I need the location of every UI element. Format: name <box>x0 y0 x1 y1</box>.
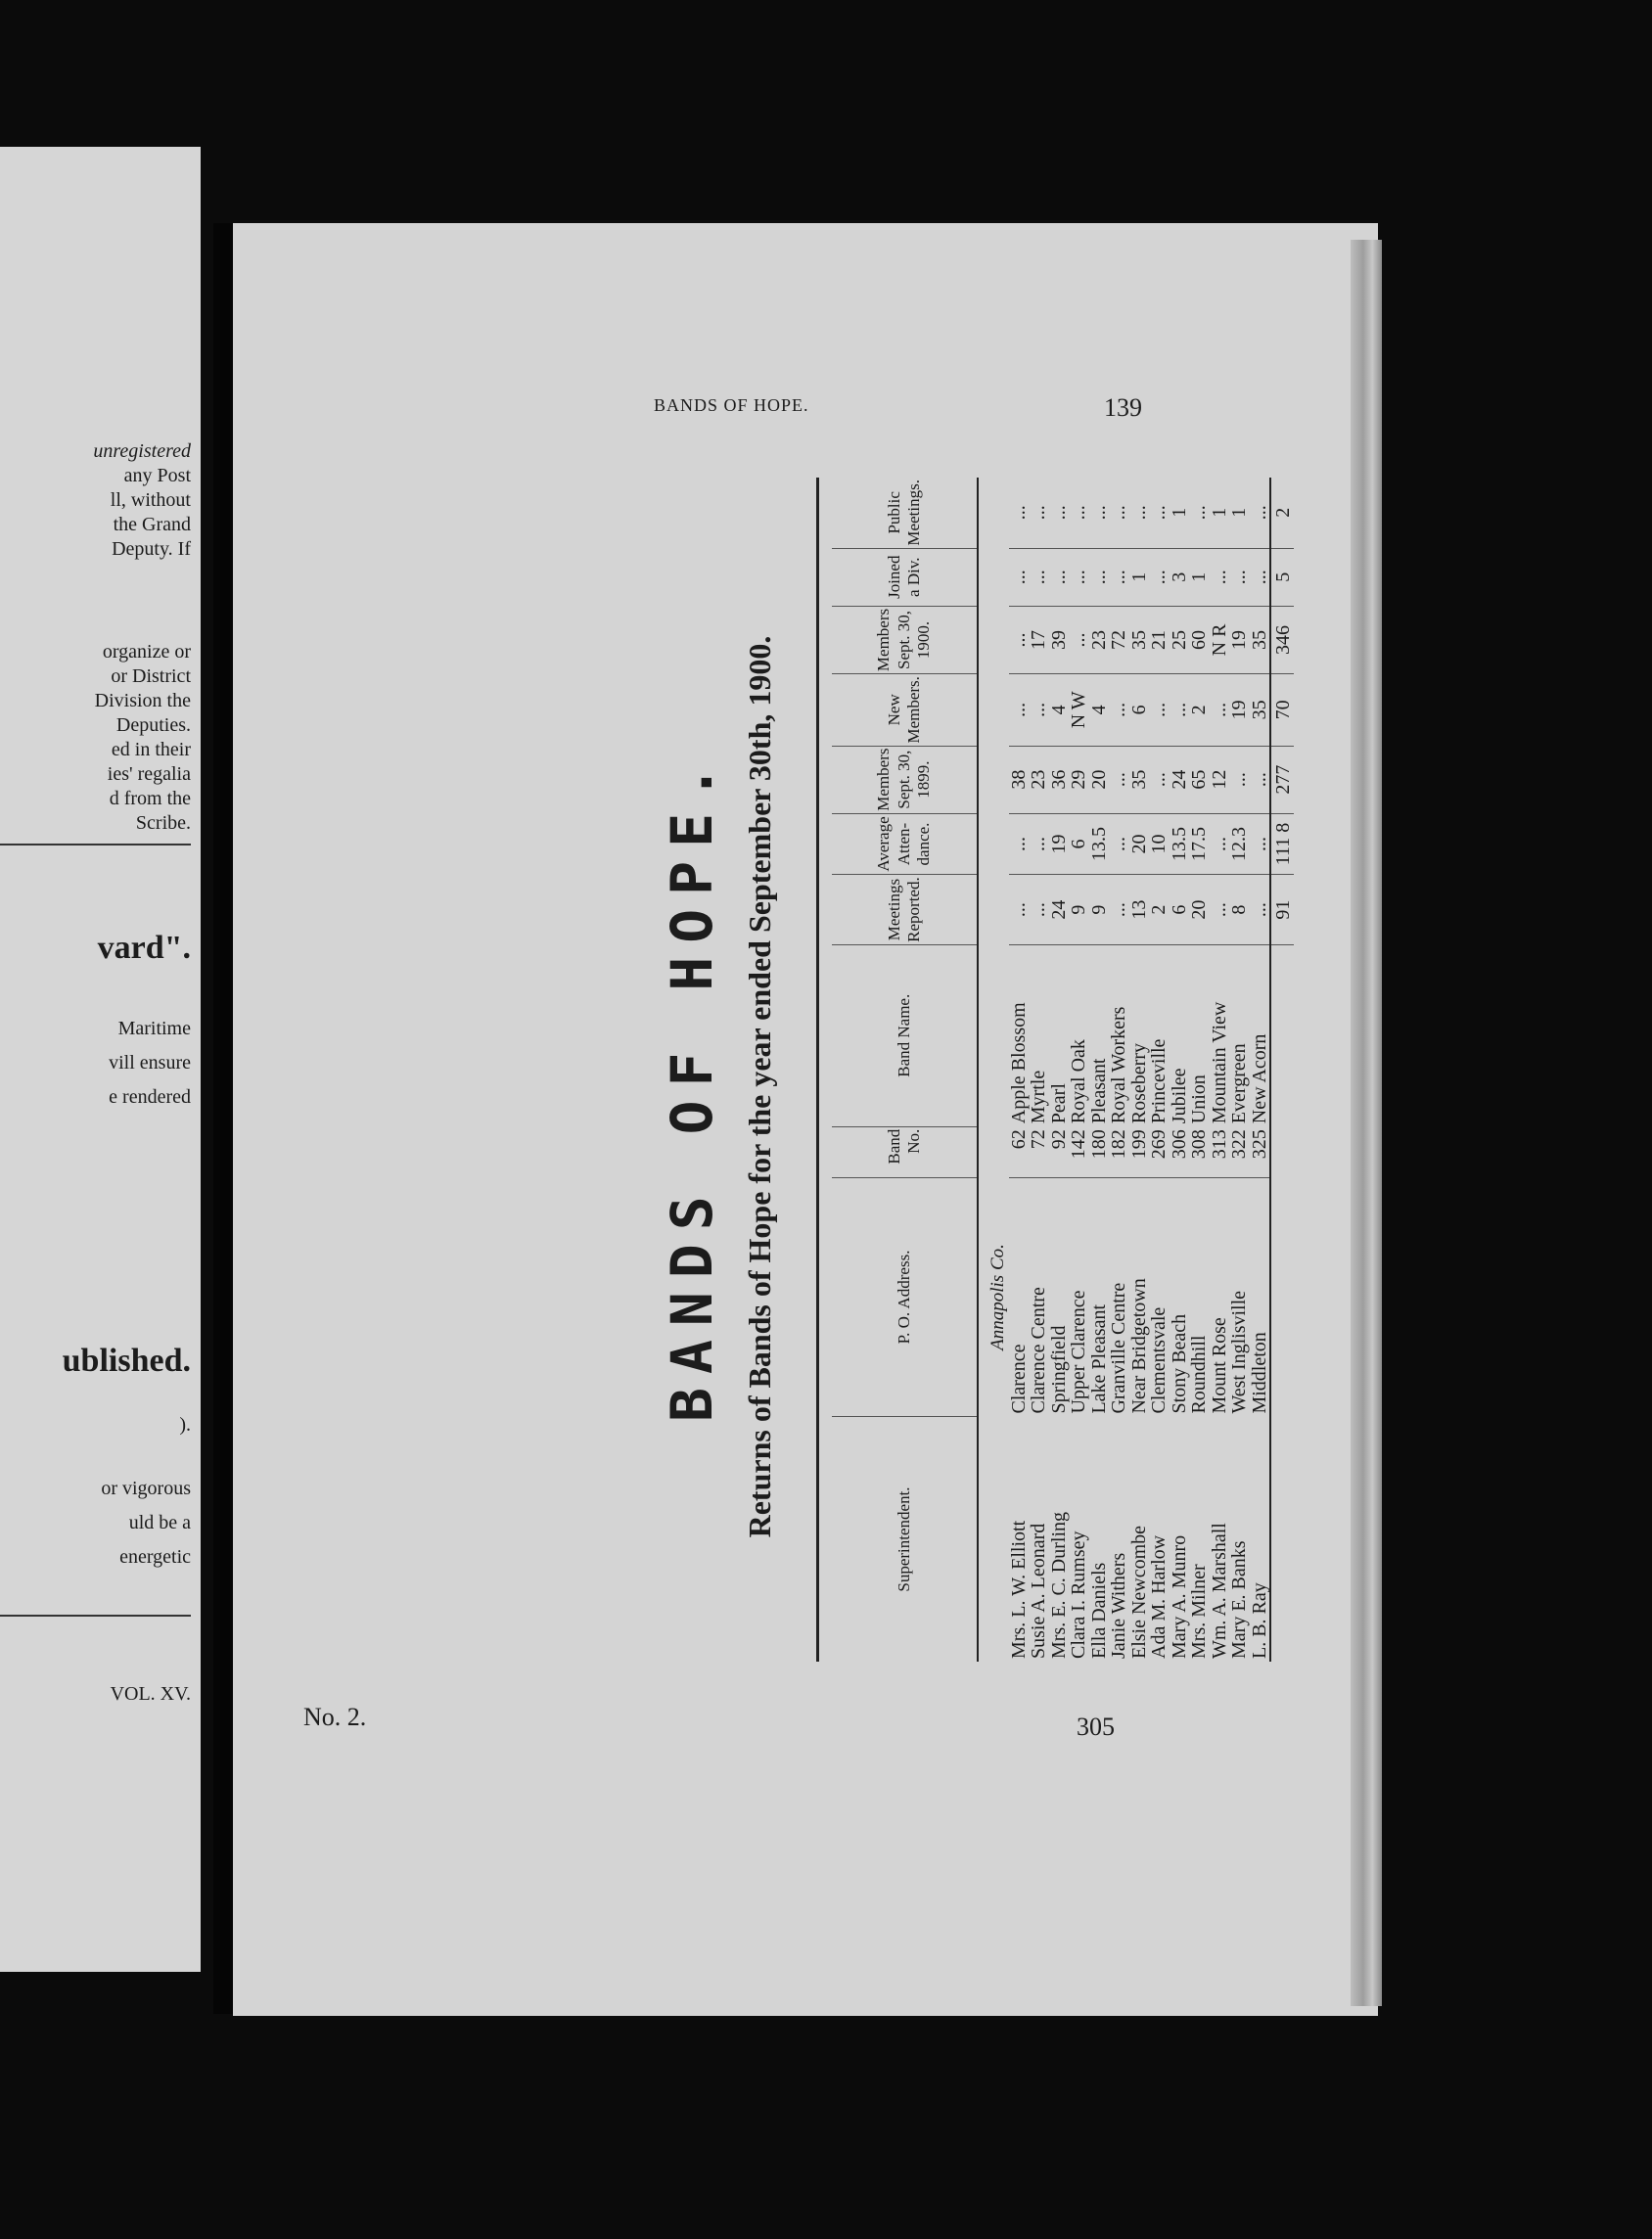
average-attendance-cell: 20 <box>1129 813 1150 875</box>
right-page <box>233 223 1378 2016</box>
band-no-cell: 142 <box>1069 1126 1089 1177</box>
book-spine <box>213 223 233 2014</box>
members-1899-cell: ... <box>1250 746 1271 813</box>
superintendent-cell: Mrs. E. C. Durling <box>1047 1512 1070 1659</box>
left-rule <box>0 844 191 845</box>
top-rule <box>816 478 819 1662</box>
left-line: energetic <box>119 1546 191 1568</box>
table-row <box>1009 478 1030 1662</box>
total-pub-cell: 2 <box>1270 478 1294 548</box>
col-band-name: Band Name. <box>832 944 978 1126</box>
public-meetings-cell: ... <box>1049 478 1070 548</box>
meetings-cell: 8 <box>1229 875 1250 945</box>
left-rule <box>0 1615 191 1617</box>
members-1899-cell: 35 <box>1129 746 1150 813</box>
county-label: Annapolis Co. <box>987 1244 1008 1350</box>
po-address-cell: Mount Rose <box>1208 1317 1230 1414</box>
po-address-cell: Roundhill <box>1188 1335 1210 1414</box>
members-1899-cell: 29 <box>1069 746 1089 813</box>
joined-div-cell: ... <box>1149 548 1170 606</box>
members-1899-cell: 36 <box>1049 746 1070 813</box>
left-line: unregistered <box>93 440 191 462</box>
page-edge <box>1351 240 1382 2006</box>
left-line: Deputies. <box>115 714 191 736</box>
band-name-cell: Mountain View <box>1208 1001 1230 1124</box>
band-no-cell: 322 <box>1229 1126 1250 1177</box>
new-members-cell: ... <box>1170 674 1190 746</box>
average-attendance-cell: 19 <box>1049 813 1070 875</box>
superintendent-cell: Ada M. Harlow <box>1148 1534 1170 1659</box>
county-row <box>978 478 1009 1662</box>
superintendent-cell: Janie Withers <box>1108 1552 1129 1659</box>
members-1899-cell: 65 <box>1189 746 1210 813</box>
left-line: ). <box>179 1414 191 1436</box>
average-attendance-cell: ... <box>1029 813 1049 875</box>
public-meetings-cell: 1 <box>1210 478 1230 548</box>
members-1899-cell: 23 <box>1029 746 1049 813</box>
table-row <box>1049 478 1070 1662</box>
members-1899-cell: ... <box>1149 746 1170 813</box>
superintendent-cell: L. B. Ray <box>1248 1582 1270 1659</box>
total-m99-cell: 277 <box>1270 746 1294 813</box>
table-row <box>1210 478 1230 1662</box>
members-1899-cell: 20 <box>1089 746 1110 813</box>
po-address-cell: Granville Centre <box>1108 1282 1129 1414</box>
left-line: ll, without <box>110 489 191 511</box>
table-header-row <box>832 478 978 1662</box>
po-address-cell: Clementsvale <box>1148 1306 1170 1414</box>
band-name-cell: Union <box>1188 1074 1210 1124</box>
members-1900-cell: 35 <box>1250 606 1271 673</box>
joined-div-cell: 1 <box>1189 548 1210 606</box>
issue-number: No. 2. <box>303 1703 367 1731</box>
members-1900-cell: ... <box>1069 606 1089 673</box>
table-row <box>1189 478 1210 1662</box>
average-attendance-cell: ... <box>1009 813 1030 875</box>
public-meetings-cell: 1 <box>1229 478 1250 548</box>
superintendent-cell: Mrs. Milner <box>1188 1564 1210 1659</box>
po-address-cell: Clarence Centre <box>1028 1287 1049 1414</box>
meetings-cell: ... <box>1029 875 1049 945</box>
meetings-cell: 2 <box>1149 875 1170 945</box>
document-subtitle: Returns of Bands of Hope for the year ended September 30th, 1900. <box>742 635 777 1538</box>
left-line: Maritime <box>117 1018 191 1039</box>
left-line: vill ensure <box>109 1052 191 1074</box>
public-meetings-cell: ... <box>1250 478 1271 548</box>
left-line: Deputy. If <box>112 538 191 560</box>
new-members-cell: ... <box>1109 674 1129 746</box>
col-po-address: P. O. Address. <box>832 1177 978 1416</box>
band-no-cell: 313 <box>1210 1126 1230 1177</box>
public-meetings-cell: ... <box>1109 478 1129 548</box>
table-row <box>1170 478 1190 1662</box>
totals-row <box>1270 478 1294 1662</box>
band-no-cell: 199 <box>1129 1126 1150 1177</box>
left-line: or District <box>111 665 191 687</box>
new-members-cell: ... <box>1149 674 1170 746</box>
band-no-cell: 62 <box>1009 1126 1030 1177</box>
new-members-cell: 19 <box>1229 674 1250 746</box>
band-name-cell: Princeville <box>1148 1038 1170 1124</box>
superintendent-cell: Wm. A. Marshall <box>1208 1523 1230 1659</box>
table-row <box>1109 478 1129 1662</box>
public-meetings-cell: ... <box>1149 478 1170 548</box>
table-row <box>1069 478 1089 1662</box>
total-meet-cell: 91 <box>1270 875 1294 945</box>
po-address-cell: West Inglisville <box>1228 1290 1250 1414</box>
new-members-cell: ... <box>1029 674 1049 746</box>
band-name-cell: New Acorn <box>1248 1033 1270 1124</box>
meetings-cell: 6 <box>1170 875 1190 945</box>
table-row <box>1149 478 1170 1662</box>
public-meetings-cell: ... <box>1089 478 1110 548</box>
po-address-cell: Clarence <box>1007 1344 1030 1414</box>
col-superintendent: Superintendent. <box>832 1417 978 1662</box>
average-attendance-cell: 13.5 <box>1089 813 1110 875</box>
members-1899-cell: 12 <box>1210 746 1230 813</box>
po-address-cell: Middleton <box>1248 1332 1270 1414</box>
left-line: any Post <box>123 465 191 486</box>
col-joined-div: Joined a Div. <box>832 548 978 606</box>
average-attendance-cell: 13.5 <box>1170 813 1190 875</box>
band-no-cell: 180 <box>1089 1126 1110 1177</box>
joined-div-cell: ... <box>1210 548 1230 606</box>
band-name-cell: Pearl <box>1047 1083 1070 1124</box>
band-name-cell: Apple Blossom <box>1007 1002 1030 1124</box>
po-address-cell: Springfield <box>1047 1325 1070 1414</box>
col-average-attendance: Average Atten- dance. <box>832 813 978 875</box>
total-new-cell: 70 <box>1270 674 1294 746</box>
new-members-cell: ... <box>1210 674 1230 746</box>
average-attendance-cell: 6 <box>1069 813 1089 875</box>
meetings-cell: 9 <box>1069 875 1089 945</box>
band-no-cell: 306 <box>1170 1126 1190 1177</box>
band-no-cell: 269 <box>1149 1126 1170 1177</box>
left-page-fragment <box>0 147 201 1972</box>
new-members-cell: 6 <box>1129 674 1150 746</box>
members-1900-cell: 60 <box>1189 606 1210 673</box>
left-line: Division the <box>94 690 191 711</box>
meetings-cell: 9 <box>1089 875 1110 945</box>
total-avg-cell: 111 8 <box>1270 813 1294 875</box>
left-line: ies' regalia <box>107 763 191 785</box>
left-line: the Grand <box>113 514 191 535</box>
total-joined-cell: 5 <box>1270 548 1294 606</box>
meetings-cell: 24 <box>1049 875 1070 945</box>
bottom-number: 305 <box>1077 1713 1115 1741</box>
band-name-cell: Roseberry <box>1127 1043 1150 1124</box>
table-row <box>1250 478 1271 1662</box>
left-line: organize or <box>102 641 191 663</box>
new-members-cell: 4 <box>1089 674 1110 746</box>
average-attendance-cell: 12.3 <box>1229 813 1250 875</box>
average-attendance-cell: ... <box>1109 813 1129 875</box>
band-name-cell: Myrtle <box>1028 1070 1049 1124</box>
members-1899-cell: ... <box>1109 746 1129 813</box>
average-attendance-cell: ... <box>1210 813 1230 875</box>
members-1900-cell: N R <box>1210 606 1230 673</box>
col-members-1899: Members Sept. 30, 1899. <box>832 746 978 813</box>
joined-div-cell: ... <box>1229 548 1250 606</box>
superintendent-cell: Mary E. Banks <box>1228 1540 1250 1659</box>
band-name-cell: Evergreen <box>1228 1043 1250 1124</box>
average-attendance-cell: 17.5 <box>1189 813 1210 875</box>
po-address-cell: Stony Beach <box>1168 1313 1190 1414</box>
col-members-1900: Members Sept. 30, 1900. <box>832 606 978 673</box>
joined-div-cell: ... <box>1049 548 1070 606</box>
new-members-cell: 35 <box>1250 674 1271 746</box>
left-line: e rendered <box>109 1086 191 1108</box>
members-1900-cell: 19 <box>1229 606 1250 673</box>
meetings-cell: ... <box>1009 875 1030 945</box>
left-heading: vard". <box>97 930 191 966</box>
col-meetings-reported: Meetings Reported. <box>832 875 978 945</box>
table-row <box>1089 478 1110 1662</box>
band-no-cell: 92 <box>1049 1126 1070 1177</box>
rotated-table-block <box>527 482 1378 1691</box>
col-new-members: New Members. <box>832 674 978 746</box>
band-no-cell: 72 <box>1029 1126 1049 1177</box>
meetings-cell: 20 <box>1189 875 1210 945</box>
new-members-cell: ... <box>1009 674 1030 746</box>
joined-div-cell: ... <box>1029 548 1049 606</box>
members-1899-cell: ... <box>1229 746 1250 813</box>
left-line: ed in their <box>111 739 191 760</box>
superintendent-cell: Clara I. Rumsey <box>1068 1531 1089 1659</box>
superintendent-cell: Susie A. Leonard <box>1028 1523 1049 1659</box>
po-address-cell: Near Bridgetown <box>1127 1278 1150 1414</box>
members-1900-cell: 39 <box>1049 606 1070 673</box>
band-no-cell: 325 <box>1250 1126 1271 1177</box>
joined-div-cell: 3 <box>1170 548 1190 606</box>
members-1900-cell: 17 <box>1029 606 1049 673</box>
members-1900-cell: 35 <box>1129 606 1150 673</box>
band-name-cell: Royal Workers <box>1108 1006 1129 1124</box>
superintendent-cell: Mrs. L. W. Elliott <box>1007 1520 1030 1659</box>
average-attendance-cell: ... <box>1250 813 1271 875</box>
meetings-cell: ... <box>1250 875 1271 945</box>
members-1899-cell: 24 <box>1170 746 1190 813</box>
superintendent-cell: Elsie Newcombe <box>1127 1525 1150 1659</box>
band-name-cell: Jubilee <box>1168 1068 1190 1124</box>
average-attendance-cell: 10 <box>1149 813 1170 875</box>
new-members-cell: 4 <box>1049 674 1070 746</box>
table-row <box>1229 478 1250 1662</box>
joined-div-cell: ... <box>1109 548 1129 606</box>
public-meetings-cell: ... <box>1029 478 1049 548</box>
joined-div-cell: ... <box>1009 548 1030 606</box>
meetings-cell: 13 <box>1129 875 1150 945</box>
new-members-cell: 2 <box>1189 674 1210 746</box>
left-line: or vigorous <box>101 1478 191 1499</box>
returns-table <box>832 478 1294 1662</box>
public-meetings-cell: ... <box>1189 478 1210 548</box>
members-1900-cell: 23 <box>1089 606 1110 673</box>
joined-div-cell: ... <box>1069 548 1089 606</box>
left-line: uld be a <box>128 1512 191 1533</box>
po-address-cell: Lake Pleasant <box>1087 1303 1110 1414</box>
joined-div-cell: ... <box>1250 548 1271 606</box>
meetings-cell: ... <box>1210 875 1230 945</box>
members-1900-cell: 21 <box>1149 606 1170 673</box>
band-name-cell: Pleasant <box>1087 1058 1110 1124</box>
public-meetings-cell: 1 <box>1170 478 1190 548</box>
band-no-cell: 308 <box>1189 1126 1210 1177</box>
public-meetings-cell: ... <box>1069 478 1089 548</box>
new-members-cell: N W <box>1069 674 1089 746</box>
left-line: VOL. XV. <box>110 1683 191 1705</box>
left-line: d from the <box>109 788 191 809</box>
running-head: BANDS OF HOPE. <box>654 395 809 415</box>
page-number: 139 <box>1104 393 1142 422</box>
left-heading: ublished. <box>62 1343 191 1379</box>
meetings-cell: ... <box>1109 875 1129 945</box>
joined-div-cell: 1 <box>1129 548 1150 606</box>
table-row <box>1029 478 1049 1662</box>
public-meetings-cell: ... <box>1129 478 1150 548</box>
left-line: Scribe. <box>135 812 191 834</box>
joined-div-cell: ... <box>1089 548 1110 606</box>
po-address-cell: Upper Clarence <box>1068 1290 1089 1414</box>
members-1900-cell: 72 <box>1109 606 1129 673</box>
col-band-no: Band No. <box>832 1126 978 1177</box>
col-public-meetings: Public Meetings. <box>832 478 978 548</box>
total-m00-cell: 346 <box>1270 606 1294 673</box>
members-1900-cell: ... <box>1009 606 1030 673</box>
members-1899-cell: 38 <box>1009 746 1030 813</box>
table-row <box>1129 478 1150 1662</box>
document-title: BANDS OF HOPE. <box>659 752 725 1422</box>
superintendent-cell: Ella Daniels <box>1087 1562 1110 1659</box>
superintendent-cell: Mary A. Munro <box>1168 1534 1190 1659</box>
public-meetings-cell: ... <box>1009 478 1030 548</box>
band-no-cell: 182 <box>1109 1126 1129 1177</box>
band-name-cell: Royal Oak <box>1068 1039 1089 1124</box>
members-1900-cell: 25 <box>1170 606 1190 673</box>
